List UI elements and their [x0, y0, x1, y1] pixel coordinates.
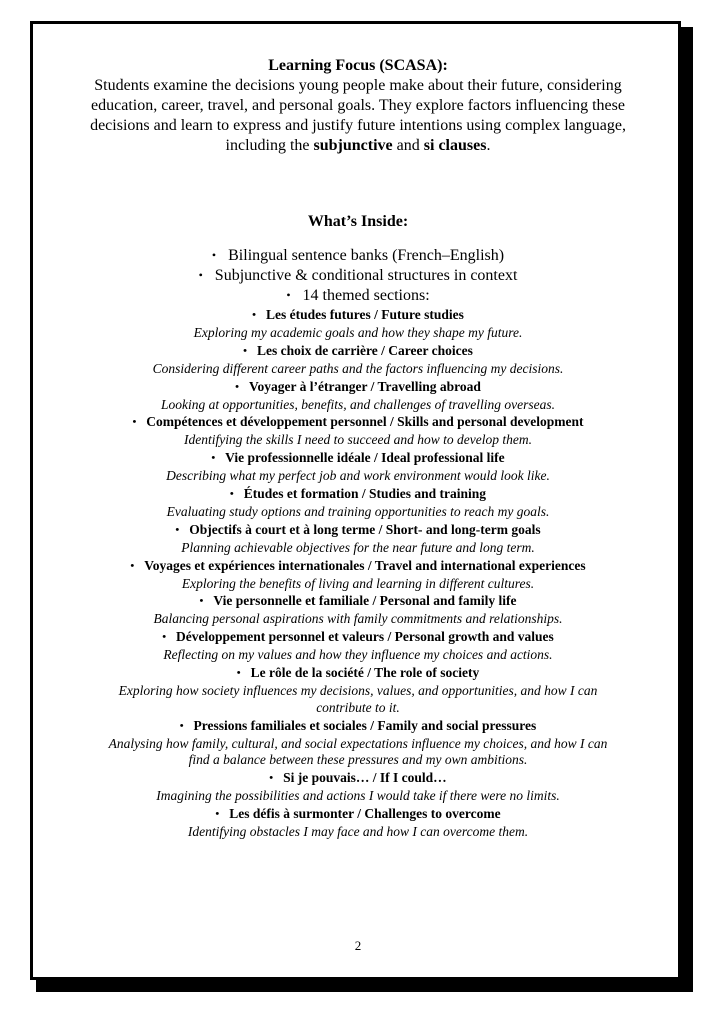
- section-title-label: Les choix de carrière / Career choices: [256, 342, 473, 358]
- bullet-icon: •: [211, 452, 216, 465]
- section-title: [0, 557, 716, 576]
- section-item: [0, 805, 716, 841]
- learning-focus-text: [78, 76, 638, 156]
- section-title-label: Les défis à surmonter / Challenges to overcome: [229, 805, 501, 821]
- section-title: [0, 664, 716, 683]
- focus-text-part: Students examine the decisions young people make about their future, considering education, career, travel, and personal goals. They explore factors influencing these decisions and learn to express and justify future intentions using complex language, including the: [90, 77, 626, 154]
- section-title: [0, 413, 716, 432]
- bullet-icon: •: [130, 559, 135, 572]
- section-item: [0, 592, 716, 628]
- section-description: Exploring the benefits of living and learning in different cultures.: [181, 575, 535, 591]
- section-title-label: Voyages et expériences internationales / Travel and international experiences: [144, 557, 586, 573]
- whats-inside-title: What’s Inside:: [307, 213, 409, 230]
- focus-text-part: .: [486, 137, 491, 154]
- section-title: [0, 521, 716, 540]
- section-item: [0, 449, 716, 485]
- section-title: [0, 805, 716, 824]
- section-title: [0, 592, 716, 611]
- bullet-icon: •: [235, 380, 239, 393]
- section-description: Looking at opportunities, benefits, and challenges of travelling overseas.: [160, 396, 556, 412]
- bullet-icon: •: [229, 487, 234, 500]
- section-title: [0, 378, 716, 397]
- whats-inside-item: [0, 266, 716, 286]
- whats-inside-list: [0, 246, 716, 306]
- section-item: [0, 306, 716, 342]
- section-item: [0, 342, 716, 378]
- section-item: [0, 628, 716, 664]
- bullet-icon: •: [175, 523, 180, 536]
- section-description: Reflecting on my values and how they influence my choices and actions.: [163, 647, 553, 663]
- section-description: Analysing how family, cultural, and social expectations influence my choices, and how I can find a balance between these pressures and my own ambitions.: [108, 735, 608, 768]
- section-item: [0, 521, 716, 557]
- focus-bold-subjunctive: subjunctive: [313, 137, 393, 154]
- section-item: [0, 485, 716, 521]
- section-title: [0, 306, 716, 325]
- bullet-icon: •: [286, 288, 291, 302]
- section-title-label: Études et formation / Studies and training: [243, 485, 487, 501]
- section-description: Planning achievable objectives for the near future and long term.: [181, 539, 535, 555]
- section-title: [0, 769, 716, 788]
- section-description: Balancing personal aspirations with family commitments and relationships.: [153, 611, 563, 627]
- section-title: [0, 342, 716, 361]
- section-title-label: Si je pouvais… / If I could…: [283, 770, 447, 786]
- section-title-label: Vie professionnelle idéale / Ideal professional life: [225, 450, 505, 466]
- section-description: Exploring how society influences my decisions, values, and opportunities, and how I can contribute to it.: [118, 682, 598, 715]
- bullet-icon: •: [243, 344, 247, 357]
- section-title-label: Pressions familiales et sociales / Family and social pressures: [193, 717, 537, 733]
- whats-inside-item: [0, 286, 716, 306]
- section-title-label: Le rôle de la société / The role of society: [250, 664, 480, 680]
- page-content: [0, 56, 716, 841]
- bullet-icon: •: [199, 595, 204, 608]
- section-description: Evaluating study options and training opportunities to reach my goals.: [166, 503, 550, 519]
- sections-list: [0, 306, 716, 841]
- section-title: [0, 628, 716, 647]
- section-title-label: Les études futures / Future studies: [265, 307, 464, 322]
- bullet-icon: •: [132, 416, 137, 429]
- section-item: [0, 413, 716, 449]
- bullet-icon: •: [252, 309, 256, 321]
- section-description: Describing what my perfect job and work environment would look like.: [166, 468, 550, 484]
- section-item: [0, 378, 716, 414]
- section-title: [0, 485, 716, 504]
- section-title-label: Compétences et développement personnel / Skills and personal development: [146, 414, 584, 430]
- bullet-icon: •: [211, 248, 217, 262]
- section-description: Imagining the possibilities and actions I would take if there were no limits.: [156, 788, 560, 804]
- learning-focus-title: Learning Focus (SCASA):: [268, 57, 448, 74]
- section-title-label: Objectifs à court et à long terme / Short- and long-term goals: [189, 521, 541, 537]
- focus-bold-si-clauses: si clauses: [423, 137, 487, 154]
- bullet-icon: •: [198, 268, 203, 282]
- section-title: [0, 717, 716, 736]
- bullet-icon: •: [269, 772, 274, 785]
- whats-inside-item-label: 14 themed sections:: [302, 287, 430, 304]
- section-item: [0, 557, 716, 593]
- whats-inside-item: [0, 246, 716, 266]
- section-item: [0, 717, 716, 770]
- section-title-label: Développement personnel et valeurs / Personal growth and values: [176, 629, 554, 645]
- page-number: 2: [354, 938, 362, 953]
- section-title: [0, 449, 716, 468]
- section-description: Exploring my academic goals and how they shape my future.: [193, 325, 523, 340]
- section-description: Considering different career paths and the factors influencing my decisions.: [152, 360, 564, 376]
- whats-inside-item-label: Subjunctive & conditional structures in context: [214, 267, 518, 284]
- section-description: Identifying obstacles I may face and how I can overcome them.: [187, 823, 529, 839]
- section-title-label: Vie personnelle et familiale / Personal and family life: [213, 593, 517, 609]
- focus-text-part: and: [392, 137, 424, 154]
- bullet-icon: •: [179, 719, 184, 732]
- section-item: [0, 769, 716, 805]
- whats-inside-item-label: Bilingual sentence banks (French–English): [228, 247, 505, 264]
- bullet-icon: •: [236, 666, 241, 679]
- section-item: [0, 664, 716, 717]
- section-description: Identifying the skills I need to succeed and how to develop them.: [184, 432, 532, 448]
- bullet-icon: •: [162, 631, 167, 644]
- bullet-icon: •: [215, 807, 220, 820]
- section-title-label: Voyager à l’étranger / Travelling abroad: [248, 378, 481, 394]
